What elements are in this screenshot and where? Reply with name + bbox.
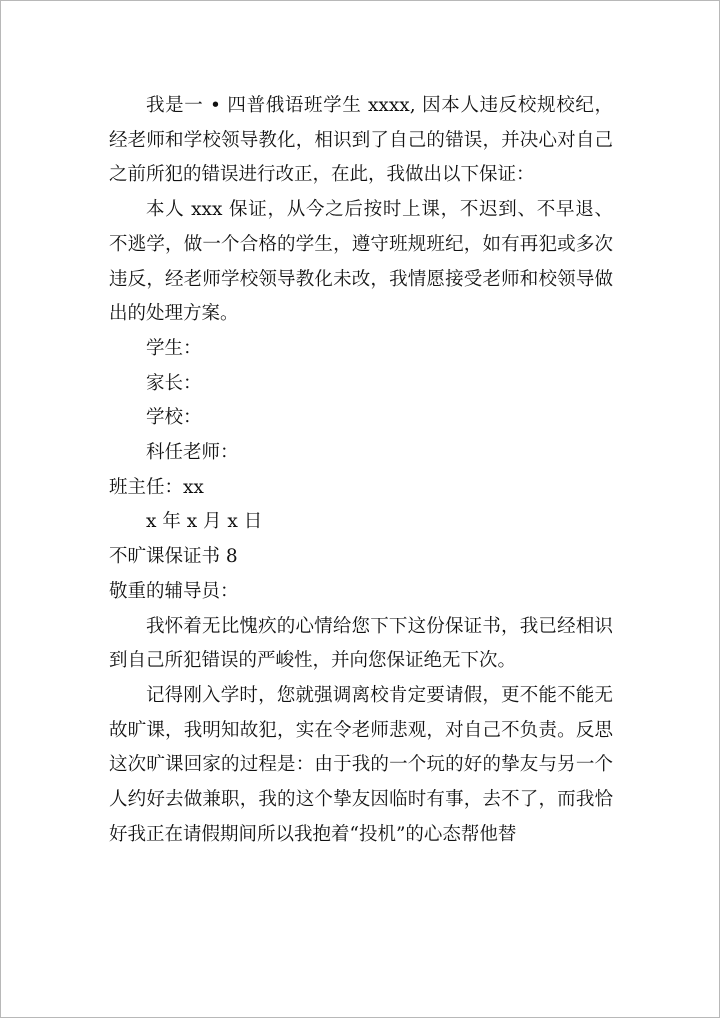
signature-parent: 家长： bbox=[146, 372, 202, 394]
signature-student: 学生： bbox=[146, 337, 202, 359]
signature-school: 学校： bbox=[146, 407, 202, 429]
salutation: 敬重的辅导员： bbox=[109, 580, 239, 602]
date-line: x 年 x 月 x 日 bbox=[146, 511, 263, 533]
document-body bbox=[109, 89, 613, 852]
signature-subject-teacher: 科任老师： bbox=[146, 442, 239, 464]
paragraph-apology: 我怀着无比愧疚的心情给您下下这份保证书，我已经相识到自己所犯错误的严峻性，并向您保证绝无下次。 bbox=[109, 615, 613, 672]
paragraph-reflection: 记得刚入学时，您就强调离校肯定要请假，更不能不能无故旷课，我明知故犯，实在令老师悲观，对自己不负责。反思这次旷课回家的过程是：由于我的一个玩的好的挚友与另一个人约好去做兼职，我的这个挚友因临时有事，去不了，而我恰好我正在请假期间所以我抱着“投机”的心态帮他替 bbox=[109, 684, 613, 845]
section-title: 不旷课保证书 8 bbox=[109, 546, 238, 568]
paragraph-pledge: 本人 xxx 保证，从今之后按时上课，不迟到、不早退、不逃学，做一个合格的学生，遵守班规班纪，如有再犯或多次违反，经老师学校领导教化未改，我情愿接受老师和校领导做出的处理方案。 bbox=[109, 199, 613, 325]
signature-head-teacher: 班主任：xx bbox=[109, 476, 204, 498]
paragraph-intro: 我是一 • 四普俄语班学生 xxxx, 因本人违反校规校纪，经老师和学校领导教化，相识到了自己的错误，并决心对自己之前所犯的错误进行改正，在此，我做出以下保证： bbox=[109, 95, 613, 186]
